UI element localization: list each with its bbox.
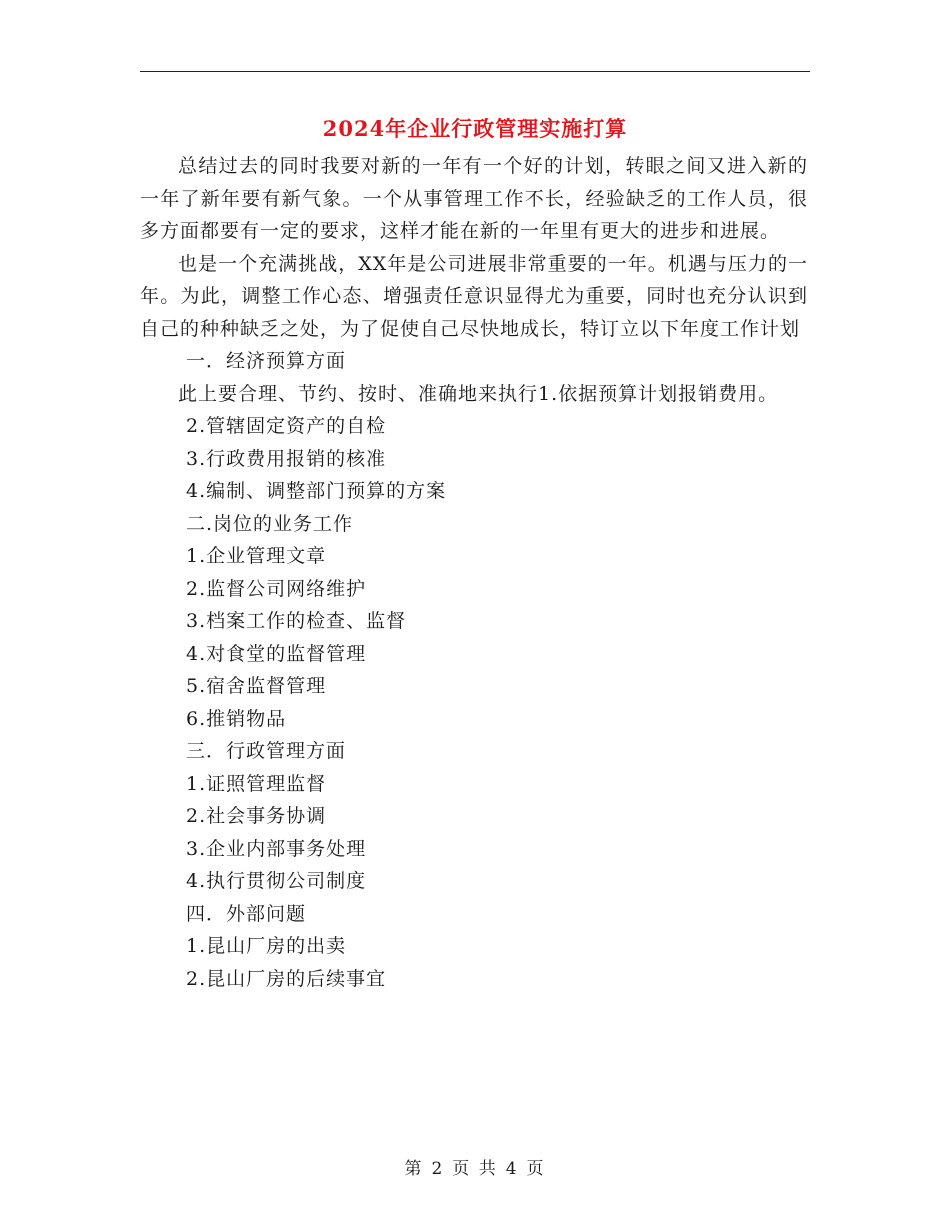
section-heading: 一．经济预算方面: [186, 350, 347, 372]
section-heading: 四．外部问题: [186, 902, 307, 925]
list-item: 6.推销物品: [186, 707, 287, 730]
list-item: 2.监督公司网络维护: [186, 577, 367, 600]
paragraph: 总结过去的同时我要对新的一年有一个好的计划，转眼之间又进入新的一年了新年要有新气象。一个从事管理工作不长，经验缺乏的工作人员，很多方面都要有一定的要求，这样才能在新的一年里有更大的进步和进展。: [140, 155, 808, 242]
page-footer: [0, 1154, 950, 1179]
list-item: 3.档案工作的检查、监督: [186, 610, 407, 632]
footer-prefix: 第: [404, 1159, 424, 1179]
list-item: 4.执行贯彻公司制度: [186, 870, 367, 892]
list-item: 5.宿舍监督管理: [186, 675, 327, 697]
list-item: 2.管辖固定资产的自检: [186, 415, 387, 437]
list-item: 4.编制、调整部门预算的方案: [186, 480, 447, 502]
current-page-number: 2: [431, 1159, 445, 1179]
list-item: 2.昆山厂房的后续事宜: [186, 967, 387, 990]
section-heading: 三．行政管理方面: [186, 740, 347, 762]
document-title: 2024年企业行政管理实施打算: [322, 116, 628, 141]
paragraph: 也是一个充满挑战，XX年是公司进展非常重要的一年。机遇与压力的一年。为此，调整工作心态、增强责任意识显得尤为重要，同时也充分认识到自己的种种缺乏之处，为了促使自己尽快地成长，特订立以下年度工作计划: [140, 252, 808, 340]
total-pages: 4: [505, 1159, 519, 1179]
footer-mid: 页 共: [452, 1159, 498, 1179]
section-heading: 二.岗位的业务工作: [186, 512, 354, 535]
header-rule: [140, 71, 810, 72]
list-item: 2.社会事务协调: [186, 805, 327, 827]
list-item: 4.对食堂的监督管理: [186, 642, 367, 665]
list-item: 1.昆山厂房的出卖: [186, 935, 347, 957]
list-item: 1.证照管理监督: [186, 772, 327, 795]
document-body: [140, 150, 808, 995]
list-item: 3.企业内部事务处理: [186, 837, 367, 860]
footer-suffix: 页: [526, 1159, 546, 1179]
paragraph: 此上要合理、节约、按时、准确地来执行1.依据预算计划报销费用。: [178, 382, 779, 405]
list-item: 1.企业管理文章: [186, 545, 327, 567]
list-item: 3.行政费用报销的核准: [186, 447, 387, 470]
